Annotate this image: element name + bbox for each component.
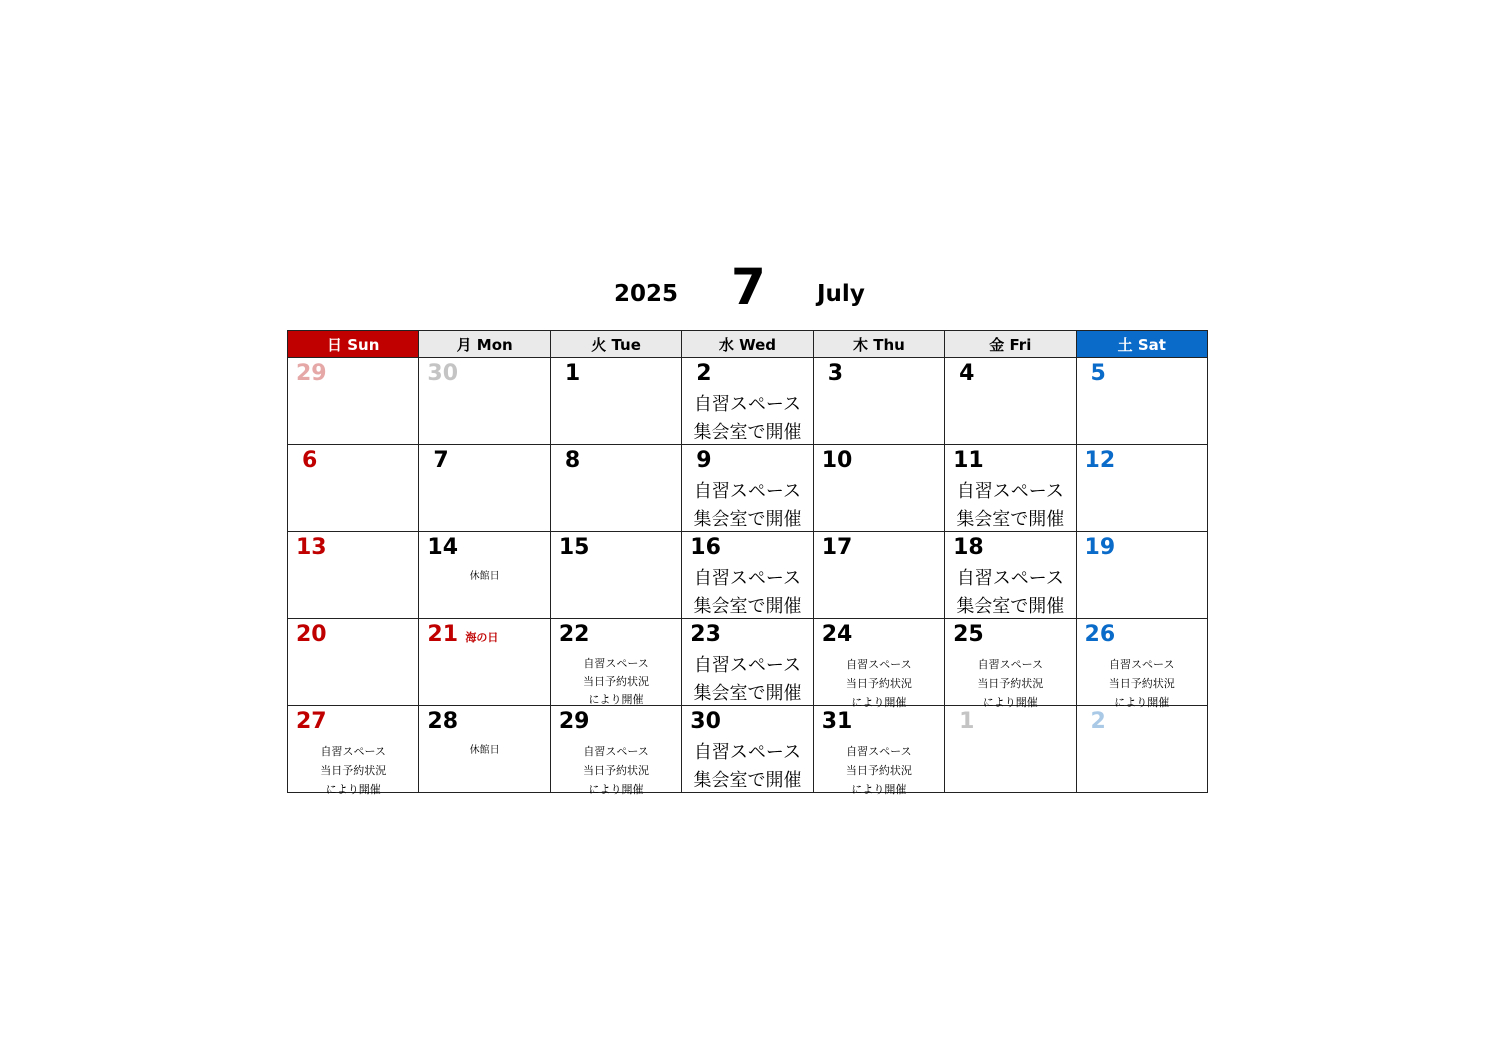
- day-cell: [945, 445, 1076, 532]
- day-number: 14: [427, 535, 459, 560]
- week-row: [288, 532, 1208, 619]
- day-cell: [682, 445, 813, 532]
- day-cell: [550, 532, 681, 619]
- day-number: 23: [690, 622, 721, 647]
- calendar-title: [0, 0, 1496, 330]
- day-cell: [419, 358, 550, 445]
- day-cell: [813, 358, 944, 445]
- event-conditional: 自習スペース 当日予約状況 により開催: [583, 657, 650, 706]
- event-self-study: 自習スペース 集会室で開催: [693, 655, 802, 704]
- day-number: 5: [1090, 361, 1106, 386]
- year-label: 2025: [614, 281, 679, 307]
- day-number: 27: [296, 709, 327, 734]
- weekday-mon: 月 Mon: [419, 331, 550, 358]
- day-cell: [550, 706, 681, 796]
- day-number: 26: [1084, 622, 1116, 647]
- weekday-thu: 木 Thu: [813, 331, 944, 358]
- day-number: 15: [558, 535, 590, 560]
- weekday-wed: 水 Wed: [682, 331, 813, 358]
- day-cell: [945, 619, 1076, 709]
- day-cell: [682, 532, 813, 619]
- day-cell: [813, 619, 944, 709]
- event-conditional: 自習スペース 当日予約状況 により開催: [845, 658, 912, 709]
- day-number: 1: [959, 709, 975, 734]
- day-number: 6: [302, 448, 318, 473]
- day-cell: [682, 358, 813, 445]
- day-number: 19: [1084, 535, 1116, 560]
- month-number: 7: [731, 258, 766, 316]
- day-number: 10: [821, 448, 853, 473]
- day-number: 29: [558, 709, 590, 734]
- day-cell: [1076, 706, 1207, 793]
- day-number: 22: [558, 622, 590, 647]
- day-cell: [682, 619, 813, 706]
- day-cell: [1076, 532, 1207, 619]
- day-number: 12: [1084, 448, 1116, 473]
- day-number: 28: [427, 709, 459, 734]
- day-cell: [1076, 445, 1207, 532]
- day-number: 2: [1090, 709, 1106, 734]
- day-cell: [1076, 619, 1207, 709]
- event-self-study: 自習スペース 集会室で開催: [956, 481, 1065, 530]
- day-number: 2: [696, 361, 712, 386]
- weekday-fri: 金 Fri: [945, 331, 1076, 358]
- day-number: 13: [296, 535, 327, 560]
- event-conditional: 自習スペース 当日予約状況 により開催: [583, 745, 650, 796]
- day-cell: [550, 358, 681, 445]
- week-row: [288, 706, 1208, 793]
- day-number: 21: [427, 622, 459, 647]
- day-cell: [419, 619, 550, 706]
- day-cell: [1076, 358, 1207, 445]
- day-cell: [813, 445, 944, 532]
- day-number: 3: [827, 361, 843, 386]
- day-cell: [288, 532, 419, 619]
- day-number: 4: [959, 361, 975, 386]
- day-number: 7: [433, 448, 449, 473]
- day-number: 16: [690, 535, 721, 560]
- week-row: [288, 445, 1208, 532]
- week-row: [288, 619, 1208, 706]
- day-cell: [945, 706, 1076, 793]
- day-number: 1: [564, 361, 581, 386]
- day-number: 30: [690, 709, 721, 734]
- event-self-study: 自習スペース 集会室で開催: [693, 742, 802, 791]
- day-number: 9: [696, 448, 712, 473]
- calendar-grid: [287, 330, 1208, 796]
- day-number: 24: [821, 622, 853, 647]
- weekday-sun: 日 Sun: [288, 331, 419, 358]
- weekday-sat: 土 Sat: [1076, 331, 1207, 358]
- day-cell: [945, 532, 1076, 619]
- day-cell: [288, 358, 419, 445]
- day-number: 31: [821, 709, 853, 734]
- day-number: 25: [953, 622, 984, 647]
- day-cell: [288, 706, 419, 796]
- event-self-study: 自習スペース 集会室で開催: [693, 481, 802, 530]
- day-cell: [419, 532, 550, 619]
- day-cell: [945, 358, 1076, 445]
- closed-label: 休館日: [469, 571, 500, 582]
- day-cell: [813, 532, 944, 619]
- day-cell: [550, 619, 681, 706]
- day-cell: [288, 445, 419, 532]
- event-conditional: 自習スペース 当日予約状況 により開催: [977, 658, 1044, 709]
- day-cell: [682, 706, 813, 793]
- weekday-tue: 火 Tue: [550, 331, 681, 358]
- day-cell: [419, 706, 550, 793]
- event-self-study: 自習スペース 集会室で開催: [693, 394, 802, 443]
- event-self-study: 自習スペース 集会室で開催: [956, 568, 1065, 617]
- day-number: 11: [953, 448, 984, 473]
- day-number: 29: [296, 361, 327, 386]
- day-number: 18: [953, 535, 984, 560]
- week-row: [288, 358, 1208, 445]
- day-number: 8: [564, 448, 581, 473]
- holiday-label: 海の日: [465, 631, 499, 644]
- event-self-study: 自習スペース 集会室で開催: [693, 568, 802, 617]
- day-number: 17: [821, 535, 853, 560]
- day-number: 20: [296, 622, 327, 647]
- weekday-header-row: [288, 331, 1208, 358]
- day-cell: [419, 445, 550, 532]
- event-conditional: 自習スペース 当日予約状況 により開催: [1108, 658, 1175, 709]
- event-conditional: 自習スペース 当日予約状況 により開催: [845, 745, 912, 796]
- event-conditional: 自習スペース 当日予約状況 により開催: [320, 745, 387, 796]
- month-name: July: [817, 281, 865, 307]
- day-cell: [813, 706, 944, 796]
- day-cell: [550, 445, 681, 532]
- closed-label: 休館日: [469, 745, 500, 756]
- day-cell: [288, 619, 419, 706]
- day-number: 30: [427, 361, 459, 386]
